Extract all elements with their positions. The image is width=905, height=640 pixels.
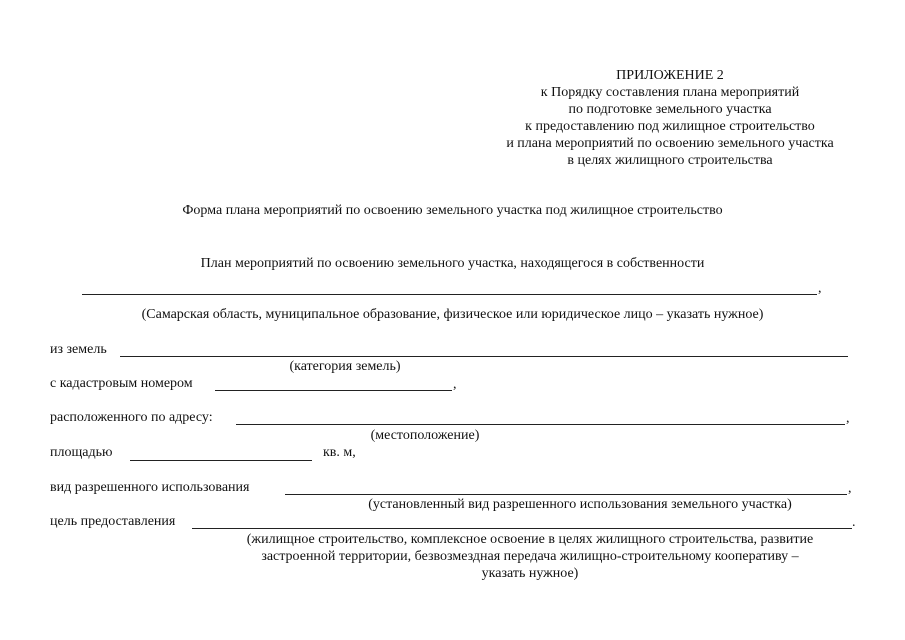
purpose-hint — [190, 531, 870, 582]
land-label: из земель — [50, 342, 107, 357]
owner-hint: (Самарская область, муниципальное образование, физическое или юридическое лицо – указать нужное) — [141, 307, 764, 322]
plan-heading: План мероприятий по освоению земельного участка, находящегося в собственности — [200, 256, 705, 271]
land-hint: (категория земель) — [289, 359, 401, 374]
appendix-line: к Порядку составления плана мероприятий — [540, 85, 800, 100]
purpose-hint-line: застроенной территории, безвозмездная передача жилищно-строительному кооперативу – — [261, 549, 799, 564]
area-label: площадью — [50, 445, 113, 460]
appendix-line: по подготовке земельного участка — [568, 102, 772, 117]
usage-trail: , — [848, 481, 852, 496]
purpose-trail: . — [852, 515, 856, 530]
usage-hint: (установленный вид разрешенного использования земельного участка) — [368, 497, 792, 512]
area-unit: кв. м, — [323, 445, 356, 460]
cadastral-label: с кадастровым номером — [50, 376, 193, 391]
address-label: расположенного по адресу: — [50, 410, 213, 425]
land-category-field[interactable] — [120, 356, 848, 357]
owner-field[interactable] — [82, 294, 817, 295]
cadastral-number-field[interactable] — [215, 390, 452, 391]
appendix-line: к предоставлению под жилищное строительство — [525, 119, 815, 134]
address-hint: (местоположение) — [370, 428, 480, 443]
address-field[interactable] — [236, 424, 845, 425]
appendix-line: и плана мероприятий по освоению земельного участка — [506, 136, 834, 151]
appendix-header — [470, 67, 870, 169]
owner-trail: , — [818, 281, 822, 296]
purpose-label: цель предоставления — [50, 514, 176, 529]
usage-label: вид разрешенного использования — [50, 480, 250, 495]
appendix-title: ПРИЛОЖЕНИЕ 2 — [616, 68, 724, 83]
purpose-field[interactable] — [192, 528, 852, 529]
purpose-hint-line: указать нужное) — [481, 566, 579, 581]
cadastral-trail: , — [453, 377, 457, 392]
usage-field[interactable] — [285, 494, 847, 495]
purpose-hint-line: (жилищное строительство, комплексное освоение в целях жилищного строительства, развитие — [246, 532, 814, 547]
form-title: Форма плана мероприятий по освоению земельного участка под жилищное строительство — [182, 203, 723, 218]
address-trail: , — [846, 411, 850, 426]
appendix-line: в целях жилищного строительства — [567, 153, 773, 168]
area-field[interactable] — [130, 460, 312, 461]
